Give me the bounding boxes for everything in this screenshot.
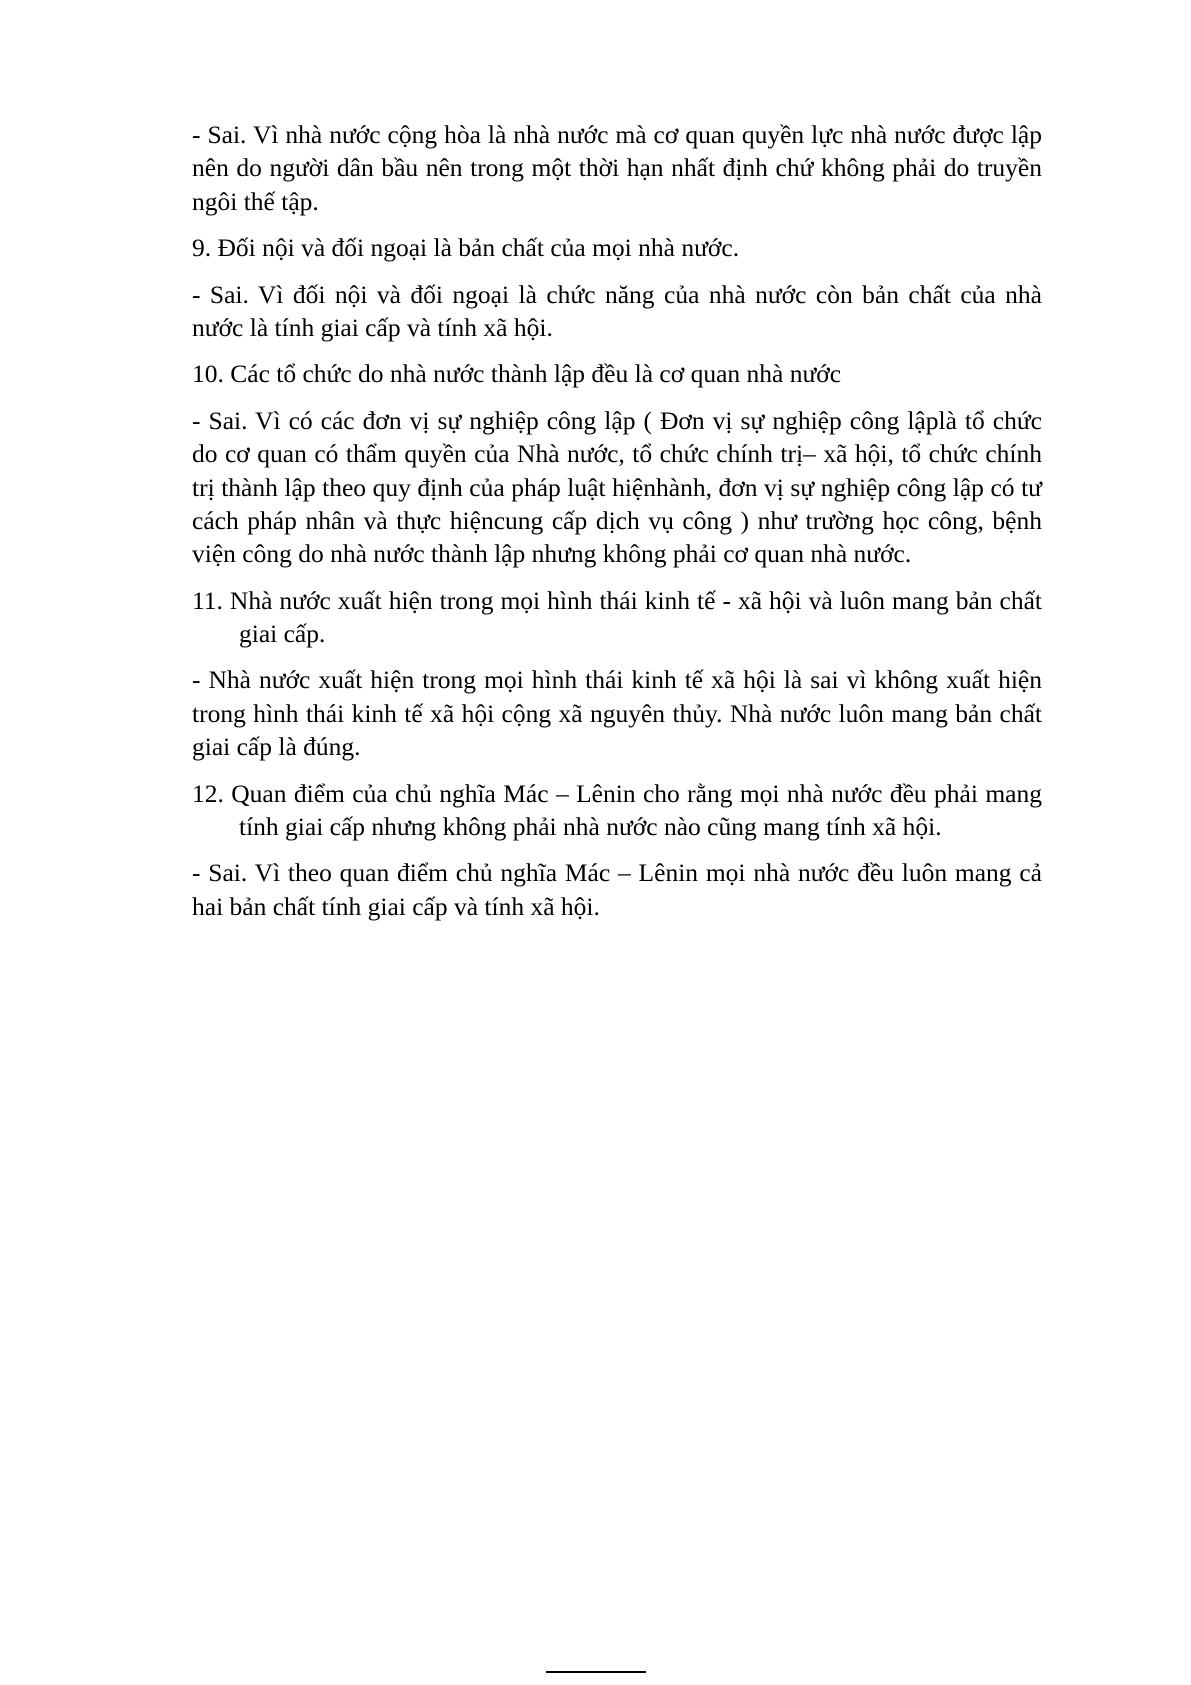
document-body [192, 118, 1042, 923]
paragraph-answer-8: - Sai. Vì nhà nước cộng hòa là nhà nước mà cơ quan quyền lực nhà nước được lập nên do người dân bầu nên trong một thời hạn nhất định chứ không phải do truyền ngôi thế tập. [192, 120, 1042, 216]
paragraph-answer-11: - Nhà nước xuất hiện trong mọi hình thái kinh tế xã hội là sai vì không xuất hiện trong hình thái kinh tế xã hội cộng xã nguyên thủy. Nhà nước luôn mang bản chất giai cấp là đúng. [192, 665, 1042, 762]
paragraph-answer-10: - Sai. Vì có các đơn vị sự nghiệp công lập ( Đơn vị sự nghiệp công lậplà tổ chức do cơ quan có thẩm quyền của Nhà nước, tổ chức chính trị– xã hội, tổ chức chính trị thành lập theo quy định của pháp luật hiệnhành, đơn vị sự nghiệp công lập có tư cách pháp nhân và thực hiệncung cấp dịch vụ công ) như trường học công, bệnh viện công do nhà nước thành lập nhưng không phải cơ quan nhà nước. [192, 405, 1042, 569]
footer-divider [546, 1671, 646, 1673]
paragraph-question-10: 10. Các tổ chức do nhà nước thành lập đều là cơ quan nhà nước [192, 359, 842, 389]
paragraph-answer-9: - Sai. Vì đối nội và đối ngoại là chức năng của nhà nước còn bản chất của nhà nước là tính giai cấp và tính xã hội. [192, 279, 1042, 342]
paragraph-question-11: 11. Nhà nước xuất hiện trong mọi hình thái kinh tế - xã hội và luôn mang bản chất giai cấp. [192, 585, 1042, 649]
paragraph-question-9: 9. Đối nội và đối ngoại là bản chất của mọi nhà nước. [192, 233, 740, 263]
paragraph-question-12: 12. Quan điểm của chủ nghĩa Mác – Lênin cho rằng mọi nhà nước đều phải mang tính giai cấp nhưng không phải nhà nước nào cũng mang tính xã hội. [192, 778, 1042, 842]
paragraph-answer-12: - Sai. Vì theo quan điểm chủ nghĩa Mác – Lênin mọi nhà nước đều luôn mang cả hai bản chất tính giai cấp và tính xã hội. [192, 858, 1042, 921]
